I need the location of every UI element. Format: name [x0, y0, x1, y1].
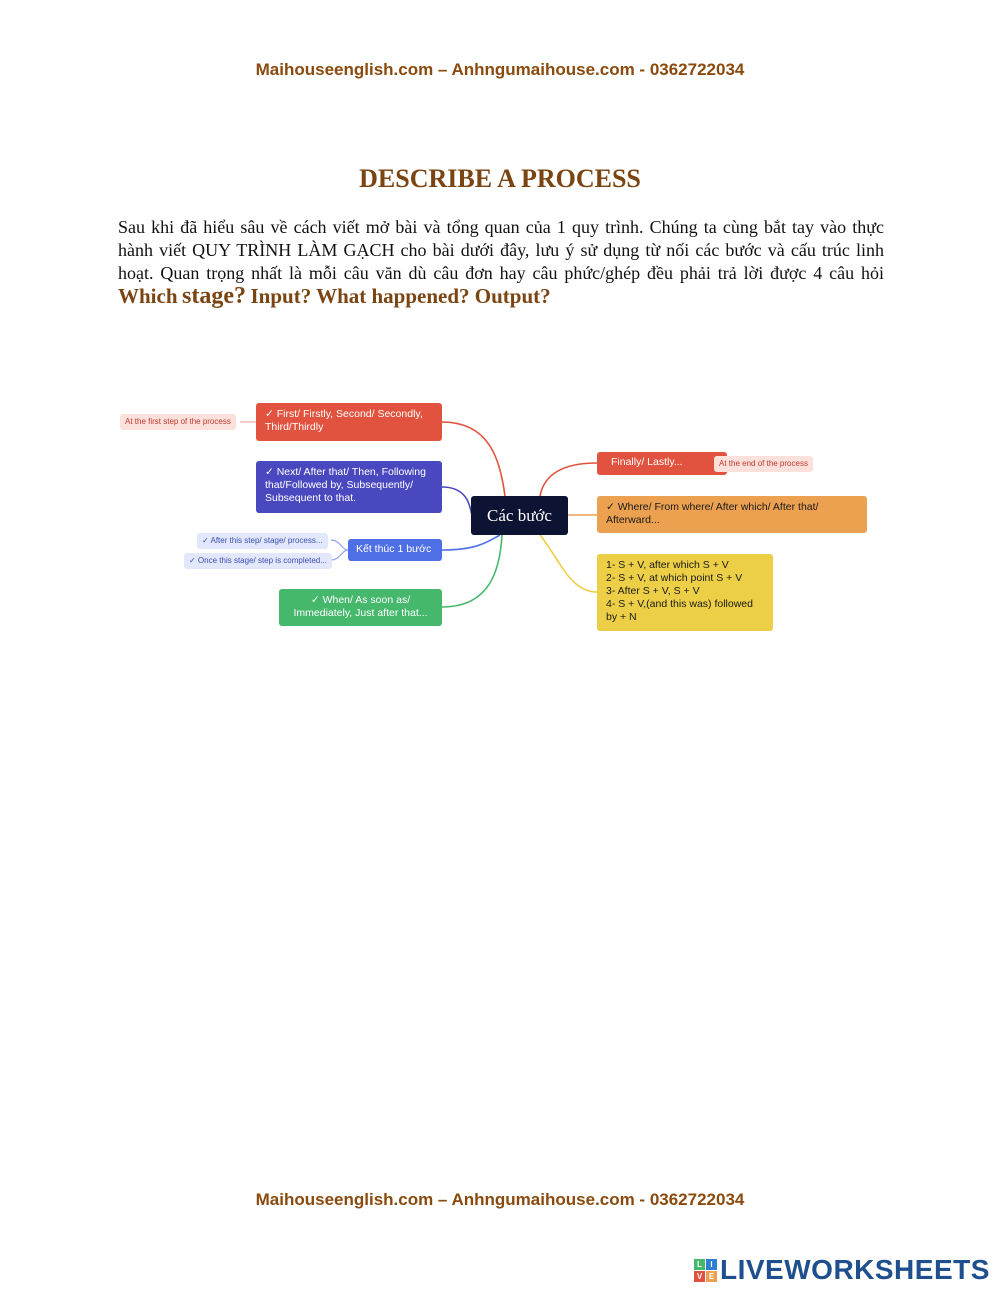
- node-ket-thuc-1-buoc: Kết thúc 1 bước: [348, 539, 442, 561]
- node-first-firstly: ✓ First/ Firstly, Second/ Secondly, Third/Thirdly: [256, 403, 442, 441]
- tag-end-of-process: At the end of the process: [714, 456, 813, 472]
- tag-first-step: At the first step of the process: [120, 414, 236, 430]
- logo-letter: E: [706, 1271, 717, 1282]
- question-which: Which: [118, 284, 178, 308]
- tag-once-this-stage: ✓ Once this stage/ step is completed...: [184, 553, 332, 569]
- liveworksheets-logo: [694, 1254, 990, 1286]
- mindmap-center-node: Các bước: [471, 496, 568, 535]
- question-stage: stage?: [182, 283, 246, 309]
- question-rest: Input? What happened? Output?: [250, 284, 551, 308]
- node-when-as-soon-as: ✓ When/ As soon as/ Immediately, Just after that...: [279, 589, 442, 626]
- page-title: DESCRIBE A PROCESS: [359, 164, 641, 193]
- liveworksheets-logo-icon: [694, 1259, 717, 1282]
- page-footer: Maihouseenglish.com – Anhngumaihouse.com - 0362722034: [255, 1190, 745, 1209]
- node-where-from-where: ✓ Where/ From where/ After which/ After that/ Afterward...: [597, 496, 867, 533]
- page-header: Maihouseenglish.com – Anhngumaihouse.com - 0362722034: [255, 60, 745, 79]
- logo-letter: V: [694, 1271, 705, 1282]
- logo-letter: L: [694, 1259, 705, 1270]
- node-structures: 1- S + V, after which S + V 2- S + V, at which point S + V 3- After S + V, S + V 4- S + V,(and this was) followed by + N: [597, 554, 773, 631]
- tag-after-this-step: ✓ After this step/ stage/ process...: [197, 533, 328, 549]
- liveworksheets-logo-text: LIVEWORKSHEETS: [720, 1254, 990, 1285]
- node-finally-lastly: Finally/ Lastly...: [597, 452, 727, 475]
- intro-body: Sau khi đã hiểu sâu về cách viết mở bài và tổng quan của 1 quy trình. Chúng ta cùng bắt tay vào thực hành viết QUY TRÌNH LÀM GẠCH cho bài dưới đây, lưu ý sử dụng từ nối các bước và cấu trúc linh hoạt. Quan trọng nhất là mỗi câu văn dù câu đơn hay câu phức/ghép đều phải trả lời được 4 câu hỏi: [118, 217, 884, 283]
- logo-letter: I: [706, 1259, 717, 1270]
- node-next-after-that: ✓ Next/ After that/ Then, Following that/Followed by, Subsequently/ Subsequent to that.: [256, 461, 442, 513]
